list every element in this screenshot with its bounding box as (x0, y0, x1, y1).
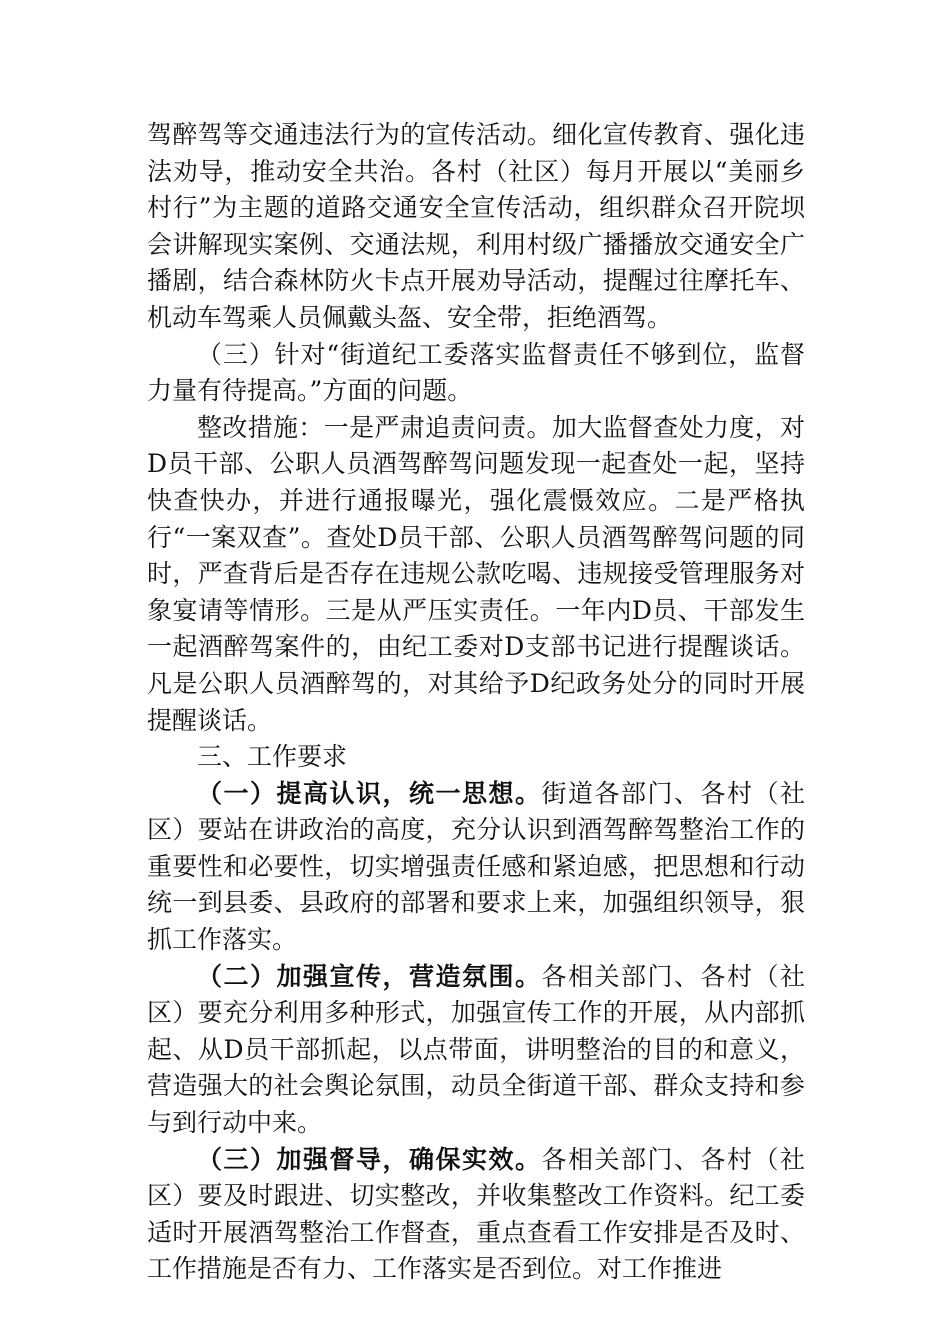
requirement-three-body: 各相关部门、各村（社区）要及时跟进、切实整改，并收集整改工作资料。纪工委适时开展酒驾整治工作督查，重点查看工作安排是否及时、工作措施是否有力、工作落实是否到位。对工作推进 (147, 1144, 805, 1284)
paragraph-requirement-three (147, 1142, 805, 1288)
requirement-two-lead: （二）加强宣传，营造氛围。 (197, 961, 542, 991)
requirement-three-lead: （三）加强督导，确保实效。 (197, 1144, 542, 1174)
paragraph-issue-three: （三）针对“街道纪工委落实监督责任不够到位，监督力量有待提高。”方面的问题。 (147, 339, 805, 406)
section-heading-work-requirements: 三、工作要求 (197, 742, 348, 772)
requirement-one-lead: （一）提高认识，统一思想。 (197, 778, 542, 808)
paragraph-rectification-measures: 整改措施：一是严肃追责问责。加大监督查处力度，对D员干部、公职人员酒驾醉驾问题发现一起查处一起，坚持快查快办，并进行通报曝光，强化震慑效应。二是严格执行“一案双查”。查处D员干部、公职人员酒驾醉驾问题的同时，严查背后是否存在违规公款吃喝、违规接受管理服务对象宴请等情形。三是从严压实责任。一年内D员、干部发生一起酒醉驾案件的，由纪工委对D支部书记进行提醒谈话。凡是公职人员酒醉驾的，对其给予D纪政务处分的同时开展提醒谈话。 (147, 412, 805, 735)
document-body (147, 117, 805, 1288)
paragraph-requirement-two (147, 959, 805, 1142)
paragraph-requirement-one (147, 776, 805, 959)
requirement-two-body: 各相关部门、各村（社区）要充分利用多种形式，加强宣传工作的开展，从内部抓起、从D员干部抓起，以点带面，讲明整治的目的和意义，营造强大的社会舆论氛围，动员全街道干部、群众支持和参与到行动中来。 (147, 961, 805, 1138)
requirement-one-body: 街道各部门、各村（社区）要站在讲政治的高度，充分认识到酒驾醉驾整治工作的重要性和必要性，切实增强责任感和紧迫感，把思想和行动统一到县委、县政府的部署和要求上来，加强组织领导，狠抓工作落实。 (147, 778, 805, 955)
paragraph-publicity-activities: 驾醉驾等交通违法行为的宣传活动。细化宣传教育、强化违法劝导，推动安全共治。各村（社区）每月开展以“美丽乡村行”为主题的道路交通安全宣传活动，组织群众召开院坝会讲解现实案例、交通法规，利用村级广播播放交通安全广播剧，结合森林防火卡点开展劝导活动，提醒过往摩托车、机动车驾乘人员佩戴头盔、安全带，拒绝酒驾。 (147, 120, 805, 332)
